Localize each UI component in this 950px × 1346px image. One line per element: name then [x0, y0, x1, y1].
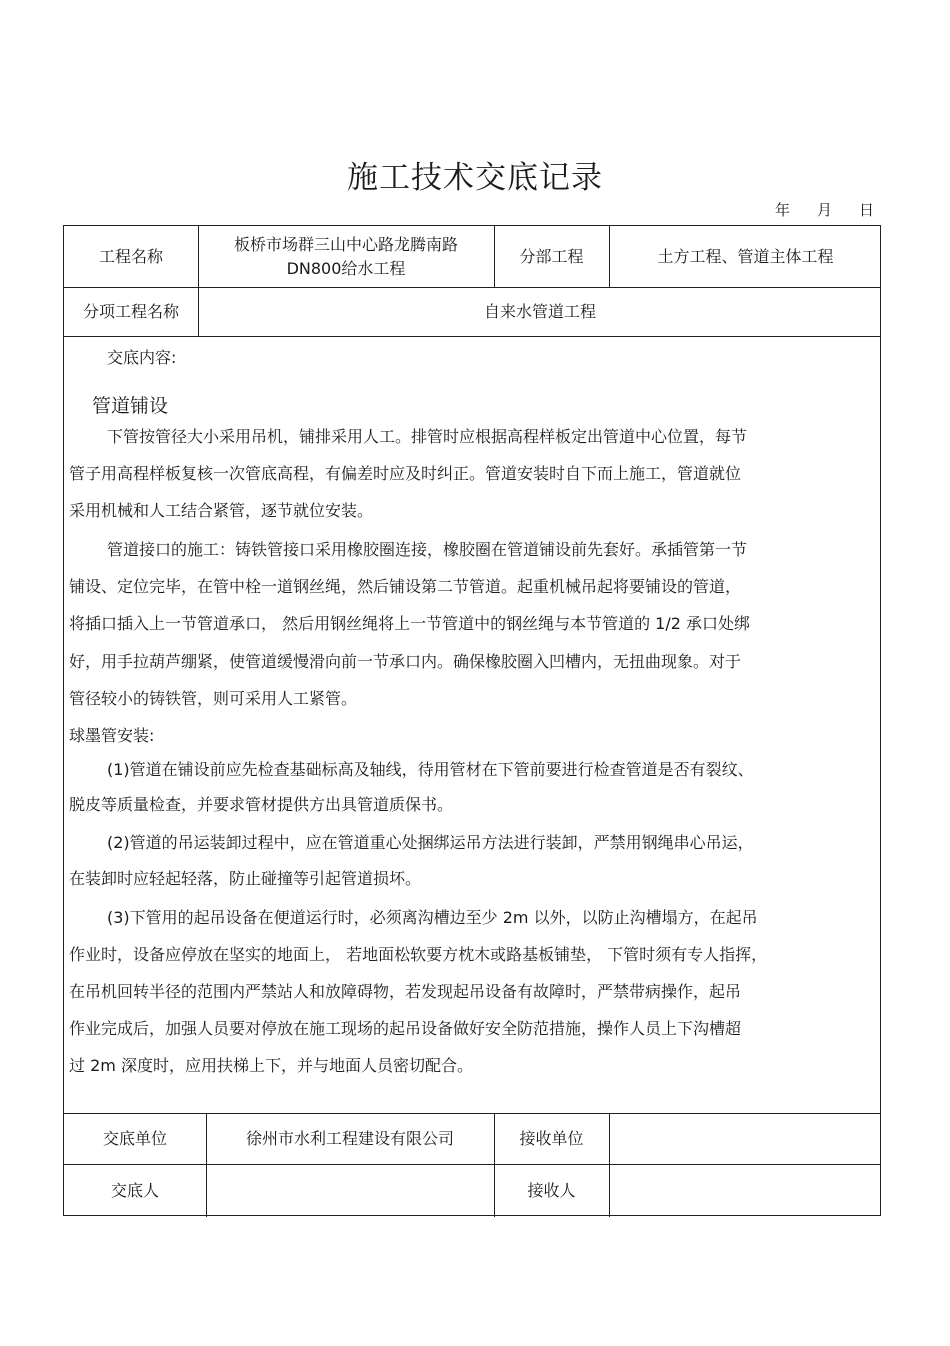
body-line: 过 2m 深度时，应用扶梯上下，并与地面人员密切配合。	[69, 1056, 473, 1075]
body-line: (3)下管用的起吊设备在便道运行时，必须离沟槽边至少 2m 以外，以防止沟槽塌方，在起吊	[107, 908, 758, 927]
subitem-value: 自来水管道工程	[483, 301, 596, 321]
row-divider	[64, 336, 880, 337]
body-line: (2)管道的吊运装卸过程中，应在管道重心处捆绑运吊方法进行装卸，严禁用钢绳串心吊运，	[107, 833, 754, 852]
body-line: (1)管道在铺设前应先检查基础标高及轴线，待用管材在下管前要进行检查管道是否有裂纹、	[107, 760, 754, 779]
content-label: 交底内容:	[107, 348, 177, 367]
date-day-label: 日	[859, 201, 875, 219]
issuer-person-value	[206, 1164, 494, 1217]
receiver-person-label: 接收人	[527, 1180, 576, 1200]
issuer-unit-label: 交底单位	[102, 1128, 167, 1148]
receiver-unit-value	[609, 1113, 882, 1164]
body-line: 作业时，设备应停放在坚实的地面上， 若地面松软要方枕木或路基板铺垫， 下管时须有专人指挥，	[69, 945, 768, 964]
division-value: 土方工程、管道主体工程	[657, 246, 834, 266]
project-name-label: 工程名称	[98, 246, 163, 266]
body-line: 在装卸时应轻起轻落，防止碰撞等引起管道损坏。	[69, 869, 422, 888]
body-line: 将插口插入上一节管道承口， 然后用钢丝绳将上一节管道中的钢丝绳与本节管道的 1/2 承口处绑	[69, 614, 751, 633]
body-line: 好，用手拉葫芦绷紧，使管道缓慢滑向前一节承口内。确保橡胶圈入凹槽内，无扭曲现象。对于	[69, 652, 742, 671]
subitem-label: 分项工程名称	[82, 301, 179, 321]
body-line: 管子用高程样板复核一次管底高程，有偏差时应及时纠正。管道安装时自下而上施工，管道就位	[69, 464, 742, 483]
body-line: 铺设、定位完毕，在管中栓一道钢丝绳，然后铺设第二节管道。起重机械吊起将要铺设的管道，	[69, 577, 742, 596]
receiver-unit-label: 接收单位	[519, 1128, 584, 1148]
issuer-unit-value: 徐州市水利工程建设有限公司	[245, 1128, 454, 1148]
body-line: 在吊机回转半径的范围内严禁站人和放障碍物，若发现起吊设备有故障时，严禁带病操作，起吊	[69, 982, 742, 1001]
document-title: 施工技术交底记录	[347, 160, 603, 196]
project-name-value	[198, 226, 494, 287]
section-heading: 管道铺设	[92, 395, 169, 417]
date-year-label: 年	[775, 201, 791, 219]
body-line: 下管按管径大小采用吊机，铺排采用人工。排管时应根据高程样板定出管道中心位置，每节	[107, 427, 748, 446]
division-label: 分部工程	[519, 246, 584, 266]
date-month-label: 月	[817, 201, 833, 219]
body-line: 采用机械和人工结合紧管，逐节就位安装。	[69, 501, 374, 520]
body-line: 管道接口的施工：铸铁管接口采用橡胶圈连接，橡胶圈在管道铺设前先套好。承插管第一节	[107, 540, 748, 559]
body-subheading: 球墨管安装:	[69, 726, 155, 745]
body-line: 脱皮等质量检查，并要求管材提供方出具管道质保书。	[69, 795, 454, 814]
receiver-person-value	[609, 1164, 882, 1217]
issuer-person-label: 交底人	[110, 1180, 159, 1200]
body-line: 管径较小的铸铁管，则可采用人工紧管。	[69, 689, 358, 708]
project-name-line2: DN800给水工程	[286, 258, 406, 278]
body-line: 作业完成后，加强人员要对停放在施工现场的起吊设备做好安全防范措施，操作人员上下沟槽超	[69, 1019, 742, 1038]
project-name-line1: 板桥市场群三山中心路龙腾南路	[233, 234, 458, 254]
